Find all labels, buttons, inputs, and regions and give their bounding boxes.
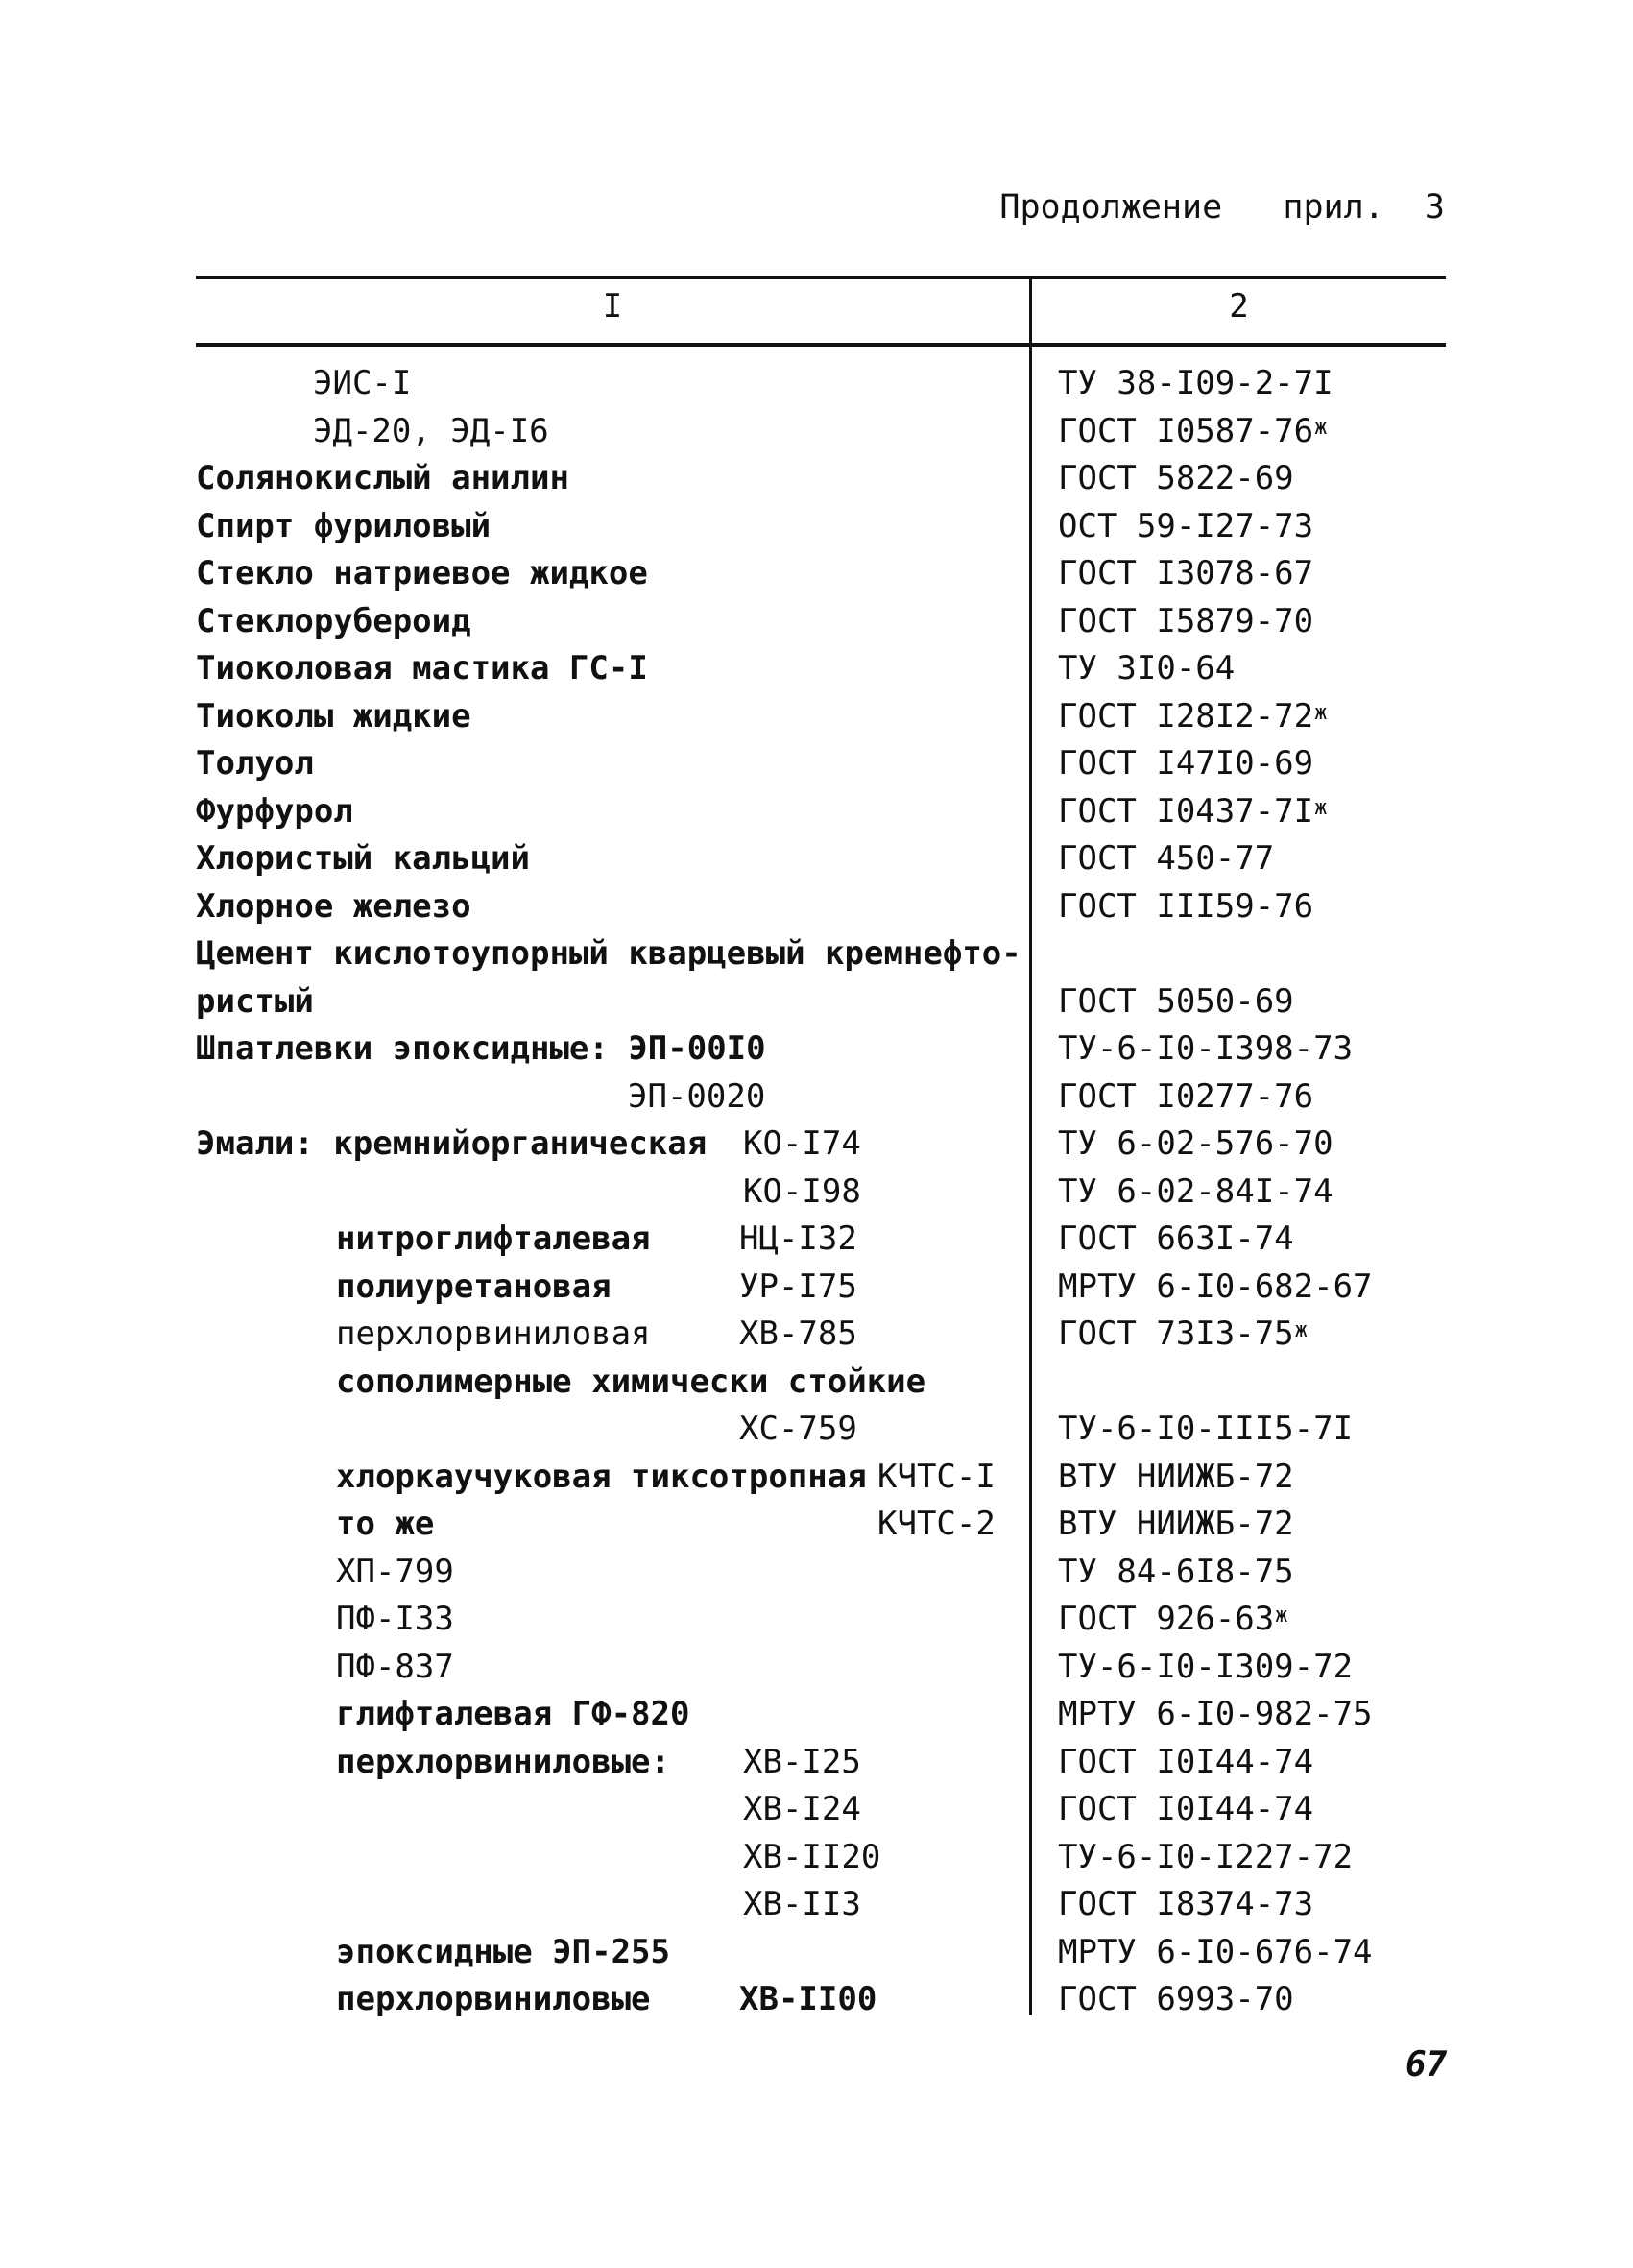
table-row: [196, 550, 1446, 598]
material-code: НЦ-I32: [739, 1219, 857, 1258]
material-name: полиуретановая: [336, 1267, 612, 1306]
table-row: [196, 1976, 1446, 2024]
material-name: ПФ-837: [336, 1647, 454, 1686]
material-code: ХВ-785: [739, 1315, 857, 1353]
column-header-1: I: [602, 287, 623, 326]
footnote-mark: ж: [1314, 700, 1328, 725]
standard-ref: МРТУ 6-I0-676-74: [1058, 1932, 1373, 1971]
table-row: [196, 1834, 1446, 1882]
material-name: Цемент кислотоупорный кварцевый кремнефто-: [196, 934, 1021, 973]
standard-ref: ГОСТ I5879-70: [1058, 601, 1314, 640]
material-name: глифталевая ГФ-820: [336, 1695, 690, 1733]
standard-ref: ГОСТ $926-63^ж$: [1058, 1600, 1288, 1638]
standard-ref: ТУ 6-02-84I-74: [1058, 1171, 1333, 1211]
material-code: КЧТС-2: [877, 1505, 996, 1543]
material-name: нитроглифталевая: [336, 1219, 651, 1258]
material-name: эпоксидные ЭП-255: [336, 1932, 670, 1971]
footnote-mark: ж: [1314, 795, 1328, 820]
table-row: [196, 1216, 1446, 1264]
table-row: [196, 883, 1446, 931]
table-row: [196, 455, 1446, 503]
appendix-number: 3: [1424, 188, 1445, 227]
footnote-mark: ж: [1294, 1318, 1308, 1342]
table-top-rule: [196, 276, 1446, 279]
standard-ref: ГОСТ I8374-73: [1058, 1885, 1314, 1923]
table-row: [196, 1881, 1446, 1929]
page-number: 67: [1405, 2045, 1448, 2085]
standard-ref: ТУ 84-6I8-75: [1058, 1552, 1294, 1591]
standard-ref: ТУ-6-I0-I227-72: [1058, 1837, 1354, 1876]
material-code: ХВ-I24: [743, 1790, 861, 1828]
table-row: [196, 1644, 1446, 1692]
standard-ref: ГОСТ I0277-76: [1058, 1076, 1314, 1116]
table-row: [196, 1074, 1446, 1122]
table-row: [196, 1169, 1446, 1217]
standard-ref: ГОСТ I3078-67: [1058, 554, 1314, 592]
standard-ref: ГОСТ 6993-70: [1058, 1980, 1294, 2018]
table-row: [196, 1121, 1446, 1169]
standard-ref: ГОСТ III59-76: [1058, 886, 1314, 926]
material-name: ристый: [196, 981, 314, 1021]
material-name: перхлорвиниловые: [336, 1980, 651, 2018]
material-code: ХВ-I25: [743, 1742, 861, 1781]
material-name: ПФ-I33: [336, 1600, 454, 1638]
material-name: Тиоколовая мастика ГС-I: [196, 649, 648, 688]
continuation-label: Продолжение: [999, 188, 1223, 227]
table-row: [196, 1454, 1446, 1502]
footnote-mark: ж: [1314, 415, 1328, 440]
standard-ref: ГОСТ 450-77: [1058, 839, 1275, 878]
table-row: [196, 1786, 1446, 1834]
material-name: перхлорвиниловая: [336, 1315, 651, 1353]
table-row: [196, 408, 1446, 456]
standard-ref: ВТУ НИИЖБ-72: [1058, 1505, 1294, 1543]
standard-ref: ВТУ НИИЖБ-72: [1058, 1457, 1294, 1496]
table-row: [196, 1025, 1446, 1074]
table-row: [196, 788, 1446, 836]
table-row: [196, 503, 1446, 551]
table-row: [196, 1359, 1446, 1407]
table-row: [196, 978, 1446, 1026]
material-name: Солянокислый анилин: [196, 459, 569, 497]
material-name: сополимерные химически стойкие: [336, 1362, 926, 1401]
table-row: [196, 645, 1446, 693]
material-code: ХВ-II3: [743, 1885, 861, 1923]
material-name: Стеклорубероид: [196, 601, 471, 640]
table-row: [196, 1691, 1446, 1739]
table-body: [196, 360, 1446, 2024]
material-name: Хлористый кальций: [196, 839, 530, 878]
material-code: КО-I98: [743, 1171, 861, 1211]
material-code: УР-I75: [739, 1267, 857, 1306]
material-code: КО-I74: [743, 1124, 861, 1163]
standard-ref: ТУ 3I0-64: [1058, 649, 1236, 688]
table-row: [196, 1739, 1446, 1787]
material-name: Стекло натриевое жидкое: [196, 554, 648, 592]
standard-ref: ГОСТ $I0437-7I^ж$: [1058, 791, 1328, 831]
material-name: хлоркаучуковая тиксотропная: [336, 1457, 867, 1496]
standard-ref: ГОСТ 5822-69: [1058, 459, 1294, 497]
table-row: [196, 693, 1446, 741]
material-name: Эмали: кремнийорганическая: [196, 1124, 708, 1163]
standard-ref: ТУ 38-I09-2-7I: [1058, 364, 1333, 402]
table-row: [196, 740, 1446, 788]
standard-ref: ГОСТ 5050-69: [1058, 981, 1294, 1021]
standard-ref: МРТУ 6-I0-682-67: [1058, 1267, 1373, 1306]
table-row: [196, 360, 1446, 408]
material-name: ЭП-0020: [628, 1076, 766, 1116]
standard-ref: ТУ-6-I0-III5-7I: [1058, 1410, 1354, 1448]
standard-ref: ТУ 6-02-576-70: [1058, 1124, 1333, 1163]
material-name: перхлорвиниловые:: [336, 1742, 670, 1781]
standard-ref: ТУ-6-I0-I398-73: [1058, 1029, 1354, 1068]
appendix-label: прил.: [1283, 188, 1384, 227]
standard-ref: МРТУ 6-I0-982-75: [1058, 1695, 1373, 1733]
standard-ref: ГОСТ I0I44-74: [1058, 1742, 1314, 1781]
material-name: ЭИС-I: [313, 364, 412, 402]
material-code: ХВ-II20: [743, 1837, 881, 1876]
standard-ref: ГОСТ $73I3-75^ж$: [1058, 1315, 1308, 1353]
column-header-2: 2: [1229, 287, 1249, 326]
standard-ref: ГОСТ I47I0-69: [1058, 744, 1314, 783]
table-row: [196, 930, 1446, 978]
material-code: ХС-759: [739, 1410, 857, 1448]
standard-ref: ГОСТ $I28I2-72^ж$: [1058, 696, 1328, 736]
table-row: [196, 1596, 1446, 1644]
table-row: [196, 1929, 1446, 1977]
page-header: [999, 188, 1445, 227]
footnote-mark: ж: [1275, 1604, 1288, 1628]
table-row: [196, 1549, 1446, 1597]
standard-ref: ТУ-6-I0-I309-72: [1058, 1647, 1354, 1686]
material-name: ХП-799: [336, 1552, 454, 1591]
material-name: Хлорное железо: [196, 886, 471, 926]
material-name: Толуол: [196, 744, 314, 783]
table-row: [196, 1311, 1446, 1359]
standard-ref: ОСТ 59-I27-73: [1058, 506, 1314, 545]
material-name: Спирт фуриловый: [196, 506, 492, 545]
material-name: ЭД-20, ЭД-I6: [313, 411, 549, 450]
material-code: КЧТС-I: [877, 1457, 996, 1496]
table-row: [196, 835, 1446, 883]
material-code: ХВ-II00: [739, 1980, 877, 2018]
standard-ref: ГОСТ 663I-74: [1058, 1219, 1294, 1258]
standard-ref: ГОСТ $I0587-76^ж$: [1058, 411, 1328, 450]
header-rule: [196, 343, 1446, 347]
material-name: то же: [336, 1505, 435, 1543]
standard-ref: ГОСТ I0I44-74: [1058, 1790, 1314, 1828]
table-row: [196, 1501, 1446, 1549]
material-name: Тиоколы жидкие: [196, 696, 471, 736]
table-row: [196, 598, 1446, 646]
table-row: [196, 1264, 1446, 1312]
table-row: [196, 1406, 1446, 1454]
material-name: Шпатлевки эпоксидные: ЭП-00I0: [196, 1029, 766, 1068]
material-name: Фурфурол: [196, 791, 353, 831]
